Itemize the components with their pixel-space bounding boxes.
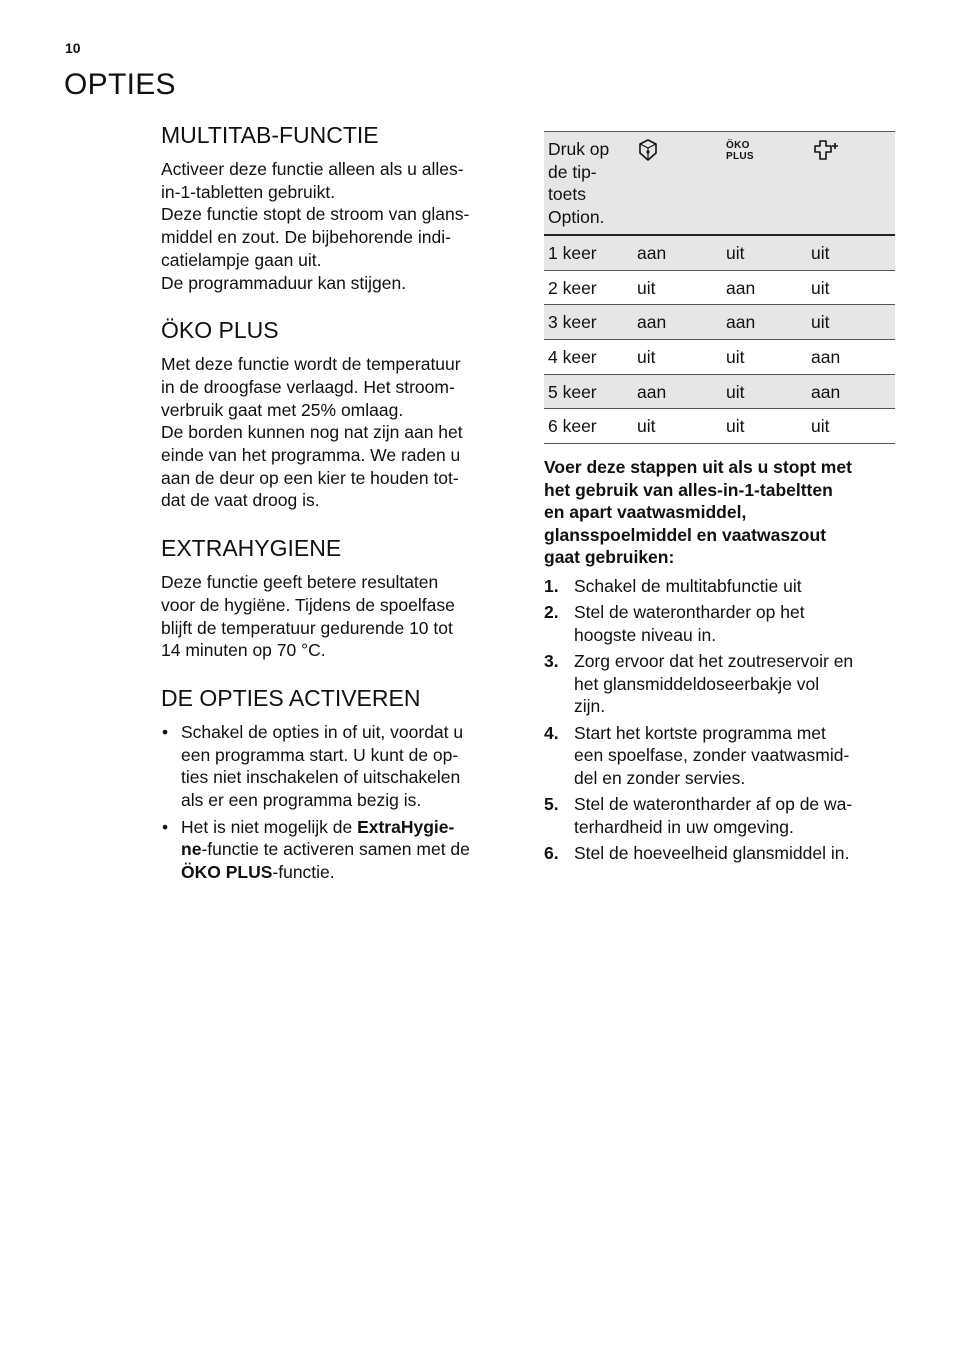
- section-oko-plus: [161, 315, 516, 512]
- extrahygiene-plus-icon: [811, 146, 841, 166]
- bold-term: ne: [181, 839, 202, 860]
- step-number: 3.: [544, 651, 559, 672]
- table-cell: aan: [726, 277, 756, 298]
- text-line: blijft de temperatuur gedurende 10 tot: [161, 617, 453, 638]
- page-title: OPTIES: [64, 68, 176, 101]
- section-heading: ÖKO PLUS: [161, 317, 279, 344]
- header-oko-plus: [722, 132, 807, 235]
- header-extrahygiene: [807, 132, 895, 235]
- steps-list: [544, 575, 896, 865]
- table-cell: 3 keer: [548, 312, 597, 333]
- text-line: Schakel de opties in of uit, voordat u: [181, 721, 464, 742]
- table-cell: 2 keer: [548, 277, 597, 298]
- table-row: [544, 270, 895, 305]
- table-cell: uit: [637, 346, 656, 367]
- table-row: [544, 339, 895, 374]
- text-run: -functie.: [272, 862, 335, 883]
- text-line: middel en zout. De bijbehorende indi-: [161, 227, 451, 248]
- text-line: hoogste niveau in.: [574, 624, 717, 645]
- step-number: 1.: [544, 575, 559, 596]
- section-text: [161, 571, 516, 662]
- section-text: [161, 353, 516, 512]
- section-heading: MULTITAB-FUNCTIE: [161, 122, 379, 148]
- table-cell: aan: [811, 381, 841, 402]
- table-cell: uit: [811, 312, 830, 333]
- text-line: en apart vaatwasmiddel,: [544, 502, 747, 523]
- text-line: een spoelfase, zonder vaatwasmid-: [574, 745, 850, 766]
- text-line: Voer deze stappen uit als u stopt met: [544, 457, 852, 478]
- text-line: Met deze functie wordt de temperatuur: [161, 354, 461, 375]
- bold-term: ÖKO PLUS: [181, 862, 273, 883]
- text-line: verbruik gaat met 25% omlaag.: [161, 399, 404, 420]
- left-column: [161, 120, 516, 905]
- text-line: als er een programma bezig is.: [181, 790, 422, 811]
- table-cell: uit: [726, 416, 745, 437]
- text-line: het glansmiddeldoseerbakje vol: [574, 673, 820, 694]
- table-cell: uit: [726, 346, 745, 367]
- header-press-option: [544, 132, 633, 235]
- table-cell: uit: [726, 242, 745, 263]
- step-item: [544, 601, 896, 646]
- table-cell: aan: [637, 242, 667, 263]
- step-item: [544, 722, 896, 790]
- text-line: in de droogfase verlaagd. Het stroom-: [161, 376, 455, 397]
- section-heading: EXTRAHYGIENE: [161, 535, 342, 562]
- table-cell: 4 keer: [548, 346, 597, 367]
- bullet-marker: •: [162, 721, 169, 742]
- right-column: [544, 131, 896, 869]
- table-cell: aan: [811, 346, 841, 367]
- bold-term: ExtraHygie-: [357, 816, 455, 837]
- table-cell: uit: [637, 277, 656, 298]
- text-run: -functie te activeren samen met de: [201, 839, 470, 860]
- page-number: 10: [65, 40, 81, 56]
- table-row: [544, 235, 895, 270]
- step-number: 4.: [544, 722, 559, 743]
- table-cell: uit: [811, 416, 830, 437]
- text-line: Stel de waterontharder af op de wa-: [574, 794, 853, 815]
- table-cell: aan: [726, 312, 756, 333]
- text-line: Zorg ervoor dat het zoutreservoir en: [574, 651, 854, 672]
- text-line: in-1-tabletten gebruikt.: [161, 181, 336, 202]
- text-line: del en zonder servies.: [574, 767, 746, 788]
- text-run: Het is niet mogelijk de: [181, 816, 358, 837]
- text-line: Activeer deze functie alleen als u alles-: [161, 159, 464, 179]
- text-line: glansspoelmiddel en vaatwaszout: [544, 524, 827, 545]
- multitab-tablet-icon: [637, 146, 659, 166]
- text-line: Druk op: [548, 139, 610, 159]
- text-line: Deze functie geeft betere resultaten: [161, 572, 439, 593]
- step-item: [544, 575, 896, 598]
- text-line: voor de hygiëne. Tijdens de spoelfase: [161, 594, 455, 615]
- table-cell: uit: [811, 277, 830, 298]
- oko-plus-icon: [726, 140, 754, 162]
- icon-text: PLUS: [726, 151, 754, 162]
- table-row: [544, 374, 895, 409]
- text-line: toets: [548, 184, 586, 205]
- section-text: [161, 158, 516, 294]
- table-cell: aan: [637, 381, 667, 402]
- text-line: ties niet inschakelen of uitschakelen: [181, 767, 461, 788]
- section-extrahygiene: [161, 533, 516, 662]
- options-table: [544, 131, 895, 444]
- instructions-intro: [544, 456, 896, 569]
- table-row: [544, 305, 895, 340]
- text-line: Stel de hoeveelheid glansmiddel in.: [574, 843, 850, 864]
- bullet-item: [161, 721, 516, 812]
- step-item: [544, 650, 896, 718]
- text-line: De borden kunnen nog nat zijn aan het: [161, 422, 463, 443]
- text-line: 14 minuten op 70 °C.: [161, 640, 326, 661]
- section-heading: DE OPTIES ACTIVEREN: [161, 684, 421, 711]
- text-line: de tip-: [548, 161, 597, 182]
- text-line: dat de vaat droog is.: [161, 490, 320, 511]
- table-cell: 6 keer: [548, 416, 597, 437]
- text-line: Schakel de multitabfunctie uit: [574, 575, 802, 596]
- step-number: 6.: [544, 843, 559, 864]
- table-cell: 5 keer: [548, 381, 597, 402]
- step-number: 5.: [544, 794, 559, 815]
- table-cell: aan: [637, 312, 667, 333]
- text-line: De programmaduur kan stijgen.: [161, 272, 407, 293]
- text-line: aan de deur op een kier te houden tot-: [161, 467, 459, 488]
- text-line: einde van het programma. We raden u: [161, 445, 461, 466]
- text-line: catielampje gaan uit.: [161, 249, 322, 270]
- bullet-list: [161, 721, 516, 884]
- table-row: [544, 409, 895, 444]
- header-multitab: [633, 132, 722, 235]
- text-line: Start het kortste programma met: [574, 722, 826, 743]
- text-line: gaat gebruiken:: [544, 547, 675, 568]
- step-item: [544, 842, 896, 865]
- text-line: terhardheid in uw omgeving.: [574, 816, 794, 837]
- table-header-row: [544, 132, 895, 235]
- bullet-item: [161, 816, 516, 884]
- text-line: Stel de waterontharder op het: [574, 602, 805, 623]
- table-cell: 1 keer: [548, 242, 597, 263]
- bullet-marker: •: [162, 816, 169, 837]
- table-cell: uit: [637, 416, 656, 437]
- text-line: Deze functie stopt de stroom van glans-: [161, 204, 470, 225]
- text-line: een programma start. U kunt de op-: [181, 744, 459, 765]
- section-multitab: [161, 120, 516, 294]
- step-item: [544, 793, 896, 838]
- table-cell: uit: [811, 242, 830, 263]
- step-number: 2.: [544, 602, 559, 623]
- table-cell: uit: [726, 381, 745, 402]
- icon-text: ÖKO: [726, 140, 750, 151]
- text-line: het gebruik van alles-in-1-tabeltten: [544, 479, 833, 500]
- section-activate: [161, 683, 516, 884]
- text-line: Option.: [548, 207, 605, 228]
- text-line: zijn.: [574, 696, 606, 717]
